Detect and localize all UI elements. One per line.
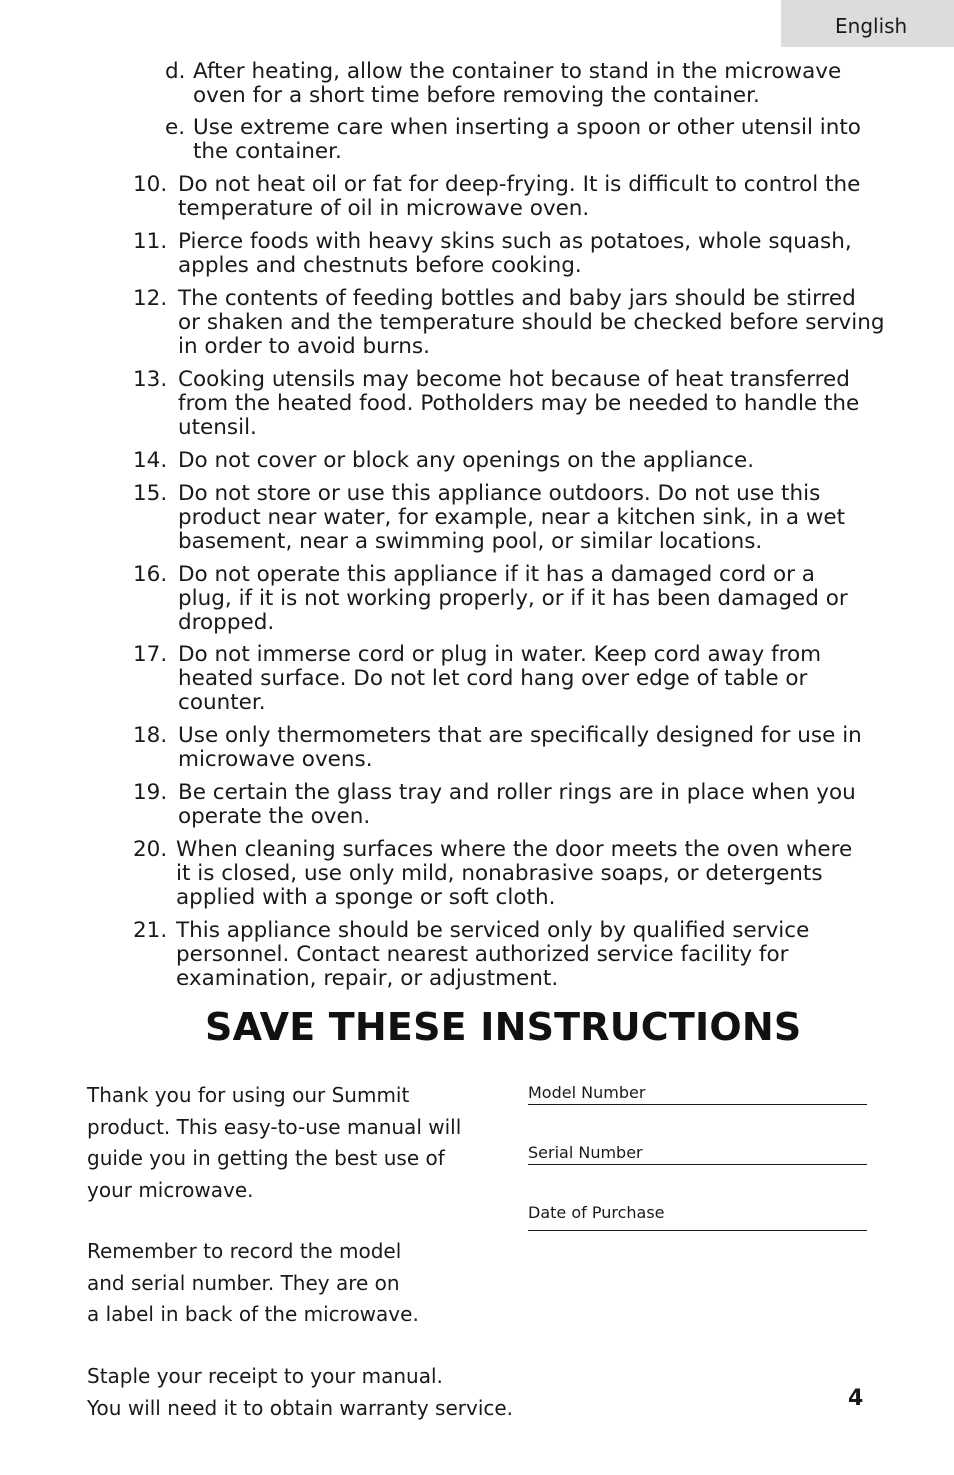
language-tab: English [781,0,954,47]
list-item-line: oven for a short time before removing the container. [193,83,760,108]
list-item-line: plug, if it is not working properly, or if it has been damaged or [178,586,848,611]
list-item-line: or shaken and the temperature should be checked before serving [178,310,885,335]
list-item-label: e. [165,115,186,140]
remember-paragraph [87,1236,419,1331]
list-item-number: 14. [133,448,168,473]
list-item-number: 19. [133,780,168,805]
paragraph-line: product. This easy-to-use manual will [87,1114,462,1139]
list-item-line: Do not store or use this appliance outdoors. Do not use this [178,481,821,506]
list-item-line: utensil. [178,415,257,440]
list-item-line: This appliance should be serviced only by qualified service [176,918,810,943]
paragraph-line: and serial number. They are on [87,1270,400,1295]
list-item-number: 16. [133,562,168,587]
list-item-line: Do not cover or block any openings on the appliance. [178,448,755,473]
page-title: SAVE THESE INSTRUCTIONS [205,1005,802,1049]
thank-you-paragraph [87,1080,461,1206]
list-item-line: heated surface. Do not let cord hang over edge of table or [178,666,808,691]
list-item-line: Pierce foods with heavy skins such as potatoes, whole squash, [178,229,852,254]
list-item-line: Do not immerse cord or plug in water. Keep cord away from [178,642,822,667]
list-item-line: dropped. [178,610,275,635]
list-item-line: basement, near a swimming pool, or similar locations. [178,529,763,554]
list-item-line: operate the oven. [178,804,371,829]
list-item-line: the container. [193,139,342,164]
paragraph-line: Thank you for using our Summit [87,1083,410,1107]
list-item-line: microwave ovens. [178,747,373,772]
paragraph-line: a label in back of the microwave. [87,1302,419,1326]
serial-number-label: Serial Number [528,1143,643,1162]
model-number-label: Model Number [528,1083,646,1102]
list-item-line: it is closed, use only mild, nonabrasive soaps, or detergents [176,861,823,886]
paragraph-line: You will need it to obtain warranty service. [87,1395,514,1420]
list-item-line: examination, repair, or adjustment. [176,966,559,991]
list-item-number: 12. [133,286,168,311]
list-item-line: Be certain the glass tray and roller rings are in place when you [178,780,856,805]
list-item-line: When cleaning surfaces where the door meets the oven where [176,837,853,862]
receipt-paragraph [87,1361,513,1424]
list-item-line: Use only thermometers that are specifically designed for use in [178,723,862,748]
list-item-number: 13. [133,367,168,392]
list-item-number: 18. [133,723,168,748]
list-item-line: After heating, allow the container to stand in the microwave [193,59,842,84]
paragraph-line: Remember to record the model [87,1239,402,1263]
list-item-line: Cooking utensils may become hot because of heat transferred [178,367,850,392]
list-item-number: 15. [133,481,168,506]
list-item-label: d. [165,59,186,84]
page-number: 4 [848,1386,864,1411]
paragraph-line: guide you in getting the best use of [87,1146,445,1170]
list-item-line: counter. [178,690,266,715]
list-item-number: 21. [133,918,168,943]
list-item-line: in order to avoid burns. [178,334,430,359]
list-item-number: 17. [133,642,168,667]
list-item-line: product near water, for example, near a kitchen sink, in a wet [178,505,846,530]
list-item-line: apples and chestnuts before cooking. [178,253,582,278]
list-item-line: applied with a sponge or soft cloth. [176,885,556,910]
list-item-number: 10. [133,172,168,197]
list-item-line: Do not heat oil or fat for deep-frying. It is difficult to control the [178,172,861,197]
list-item-number: 11. [133,229,168,254]
list-item-line: from the heated food. Potholders may be needed to handle the [178,391,860,416]
list-item-line: personnel. Contact nearest authorized service facility for [176,942,789,967]
list-item-line: temperature of oil in microwave oven. [178,196,590,221]
list-item-line: Do not operate this appliance if it has a damaged cord or a [178,562,815,587]
list-item-line: Use extreme care when inserting a spoon or other utensil into [193,115,861,140]
paragraph-line: Staple your receipt to your manual. [87,1364,443,1388]
serial-number-field[interactable] [528,1142,867,1165]
paragraph-line: your microwave. [87,1177,254,1202]
model-number-field[interactable] [528,1082,867,1105]
date-of-purchase-label: Date of Purchase [528,1203,665,1222]
list-item-line: The contents of feeding bottles and baby jars should be stirred [178,286,856,311]
list-item-number: 20. [133,837,168,862]
date-of-purchase-field[interactable] [528,1202,867,1231]
